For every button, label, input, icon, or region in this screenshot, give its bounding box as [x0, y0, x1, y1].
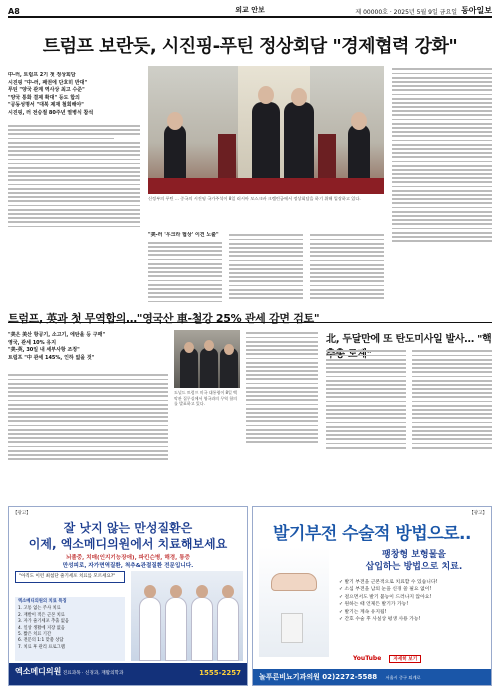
newspaper-brand: 동아일보	[461, 6, 492, 15]
ad-benefit-item: ✓ 소심 부전을 남의 눈을 신경 쓸 필요 없이!	[339, 587, 432, 593]
ad-feature-title: 엑소메디의원의 치료 특징	[18, 599, 67, 604]
ad-headline-1: 잘 낫지 않는 만성질환은	[63, 521, 193, 535]
subhead: 푸틴 "양국 관계 역사상 최고 수준"	[8, 87, 85, 93]
subhead: 中-러, 트럼프 2기 첫 정상회담	[8, 72, 76, 78]
quote: 트럼프 "中 관세 145%, 인하 없을 것"	[8, 354, 95, 361]
lead-column-3	[229, 232, 303, 320]
story2-headline: 트럼프, 英과 첫 무역합의…"영국산 車-철강 25% 관세 감면 검토"	[8, 312, 320, 325]
lead-headline: 트럼프 보란듯, 시진핑-푸틴 정상회담 "경제협력 강화"	[42, 36, 458, 57]
ad-phone[interactable]: 1555-2257	[199, 669, 241, 677]
issue-date: 제 00000호 · 2025년 5월 9일 금요일	[355, 9, 458, 16]
ad-doctors-photo	[131, 571, 243, 661]
story3-column-1	[326, 348, 406, 498]
youtube-icon: YouTube	[353, 655, 382, 662]
story2-body	[8, 372, 168, 498]
quote: "美-英, 30일 내 세부사항 조정"	[8, 347, 80, 353]
story2-column-2	[246, 330, 318, 498]
ad-product-image	[259, 547, 329, 657]
ad-benefit-item: ✓ 걸으면서도 발기 불능이 드러나지 않아요!	[339, 594, 432, 600]
ad-tag: 【광고】	[13, 511, 31, 516]
section-name: 외교 안보	[235, 6, 265, 14]
story3-headline: 北, 두달만에 또 탄도미사일 발사… "핵	[326, 334, 492, 345]
ad-feature-item: 1. 고통 없는 주사 치료	[18, 606, 61, 612]
story3-column-2	[412, 348, 492, 498]
ad-feature-item: 6. 전문의 1:1 맞춤 상담	[18, 638, 64, 644]
subhead: 시진핑 "中-러, 패권에 단호히 반대"	[8, 79, 88, 86]
subhead-2: "美-러 '우크라 협상' 이견 노출"	[148, 232, 219, 238]
story2-quotes	[8, 332, 126, 362]
ad-feature-box	[15, 597, 125, 661]
ad-footer	[9, 663, 247, 685]
ad-title: 발기부전 수술적 방법으로..	[273, 524, 471, 544]
lead-column-2	[148, 232, 222, 320]
ad-quote: "아직도 이런 최첨단 줄기세포 치료를 모르세요?"	[15, 571, 125, 583]
ad-clinic-address: 서울시 중구 퇴계로	[385, 675, 421, 680]
clinic-ad-right[interactable]	[252, 506, 492, 686]
ad-feature-item: 7. 치료 후 관리 프로그램	[18, 644, 65, 650]
lead-right-column	[392, 66, 492, 320]
ad-feature-item: 3. 자가 줄기세포 추출 없음	[18, 619, 70, 625]
ad-clinic-contact[interactable]: 놀푸른비뇨기과의원 02)2272-5588	[259, 673, 378, 681]
ad-clinic-info: 진료과목 · 신경과, 재활의학과	[62, 671, 124, 676]
ad-benefit-item: ✓ 발기 부전을 근본적으로 치료할 수 있습니다!	[339, 580, 438, 585]
clinic-ad-left[interactable]	[8, 506, 248, 686]
story2-photo-caption: 도널드 트럼프 미국 대통령이 8일 백악관 집무실에서 영국과의 무역 합의를 발표하고 있다.	[174, 390, 238, 407]
youtube-link[interactable]	[353, 655, 421, 663]
ad-feature-item: 5. 짧은 치료 기간	[18, 632, 52, 638]
ad-feature-item: 4. 일상 생활에 지장 없음	[18, 625, 65, 631]
subhead: 시진핑, 러 전승절 80주년 열병식 참석	[8, 109, 94, 116]
page-number: A8	[8, 7, 20, 16]
ad-headline-2: 이제, 엑소메디의원에서 치료해보세요	[28, 537, 228, 551]
lead-photo-caption: 신정부의 푸틴 ... 중국의 시진핑 국가주석이 8일 러시아 모스크바 크렘린궁에서 정상회담을 하기 위해 입장하고 있다.	[148, 196, 361, 201]
ad-benefit-item: ✓ 원하는 때 언제든 발기가 가능!	[339, 602, 409, 608]
ad-benefit-list	[339, 579, 489, 623]
quote: 영국, 관세 10% 유지	[8, 339, 57, 346]
ad-clinic-name: 엑소메디의원	[15, 667, 62, 676]
lead-left-column	[8, 72, 140, 320]
lead-photo	[148, 66, 384, 194]
lead-column-4	[310, 232, 384, 320]
quote: "美은 美산 항공기, 소고기, 에탄올 등 구매"	[8, 332, 106, 338]
ad-conditions-2: 만성피로, 자가면역질환, 척추&관절질환 전문입니다.	[62, 563, 194, 569]
ad-subtitle-1: 팽창형 보형물을	[382, 550, 446, 560]
ad-footer	[253, 669, 491, 685]
ad-conditions-1: 뇌졸중, 치매(인지기능장애), 파킨슨병, 해경, 통증	[65, 555, 191, 561]
youtube-button[interactable]: 자세히 보기	[389, 655, 421, 663]
ad-feature-item: 2. 재발이 적은 근본 치료	[18, 612, 65, 618]
subhead: "공동성명서 "대북 제재 철회해야"	[8, 102, 84, 108]
ad-tag: 【광고】	[469, 511, 487, 516]
ad-benefit-item: ✓ 간호 수술 후 사실상 평생 사용 가능!	[339, 617, 421, 623]
ad-subtitle	[339, 549, 489, 573]
ad-subtitle-2: 삽입하는 방법으로 치료.	[365, 562, 463, 572]
story2-photo	[174, 330, 240, 388]
subhead: "양국 통화 결제 확대" 등도 합의	[8, 94, 80, 101]
page-header	[8, 4, 492, 18]
ad-benefit-item: ✓ 발기는 계속 유지됨!	[339, 609, 387, 615]
